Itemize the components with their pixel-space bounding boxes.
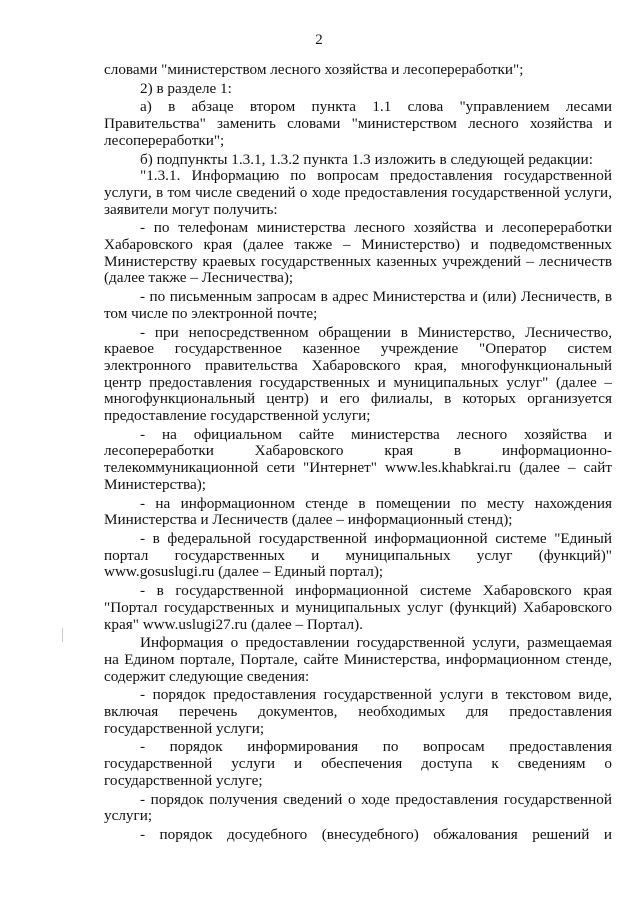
paragraph-11: - в федеральной государственной информационной системе "Единый портал государственных и муниципальных услуг (функций)" www.gosuslugi.ru (далее – Единый портал); — [104, 529, 612, 581]
paragraph-17: - порядок досудебного (внесудебного) обжалования решений и — [140, 825, 612, 843]
paragraph-12: - в государственной информационной системе Хабаровского края "Портал государственных и муниципальных услуг (функций) Хабаровского края" www.uslugi27.ru (далее – Портал). — [104, 582, 612, 633]
paragraph-8: - при непосредственном обращении в Министерство, Лесничество, краевое государственное казенное учреждение "Оператор систем электронного правительства Хабаровского края, многофункциональный центр предоставления государственных и муниципальных услуг" (далее – многофункциональный центр) и его филиалы, в которых организуется предоставление государственной услуги; — [104, 323, 612, 425]
paragraph-7: - по письменным запросам в адрес Министерства и (или) Лесничеств, в том числе по электронной почте; — [104, 288, 612, 322]
paragraph-9: - на официальном сайте министерства лесного хозяйства и лесопереработки Хабаровского края в информационно-телекоммуникационной сети "Интернет" www.les.khabkrai.ru (далее – сайт Министерства); — [104, 425, 612, 493]
paragraph-16: - порядок получения сведений о ходе предоставления государственной услуги; — [104, 790, 612, 825]
paragraph-1: словами "министерством лесного хозяйства и лесопереработки"; — [104, 61, 524, 78]
paragraph-15: - порядок информирования по вопросам предоставления государственной услуги и обеспечения доступа к сведениям о государственной услуге; — [104, 738, 612, 789]
paragraph-3: а) в абзаце втором пункта 1.1 слова "управлением лесами Правительства" заменить словами "министерством лесного хозяйства и лесопереработки"; — [104, 98, 612, 149]
paragraph-5: "1.3.1. Информацию по вопросам предоставления государственной услуги, в том числе сведений о ходе предоставления государственной услуги, заявители могут получить: — [104, 167, 612, 218]
page-number: 2 — [315, 32, 323, 48]
paragraph-14: - порядок предоставления государственной услуги в текстовом виде, включая перечень документов, необходимых для предоставления государственной услуги; — [104, 686, 612, 737]
document-body — [104, 62, 612, 844]
paragraph-13: Информация о предоставлении государственной услуги, размещаемая на Едином портале, Портале, сайте Министерства, информационном стенде, содержит следующие сведения: — [104, 634, 612, 685]
paragraph-10: - на информационном стенде в помещении по месту нахождения Министерства и Лесничеств (далее – информационный стенд); — [104, 494, 612, 529]
paragraph-4: б) подпункты 1.3.1, 1.3.2 пункта 1.3 изложить в следующей редакции: — [140, 150, 593, 168]
scan-artifact — [62, 628, 63, 642]
paragraph-2: 2) в разделе 1: — [140, 79, 232, 97]
paragraph-6: - по телефонам министерства лесного хозяйства и лесопереработки Хабаровского края (далее также – Министерство) и подведомственных Министерству краевых государственных казенных учреждений – лесничеств (далее также – Лесничества); — [104, 219, 612, 287]
